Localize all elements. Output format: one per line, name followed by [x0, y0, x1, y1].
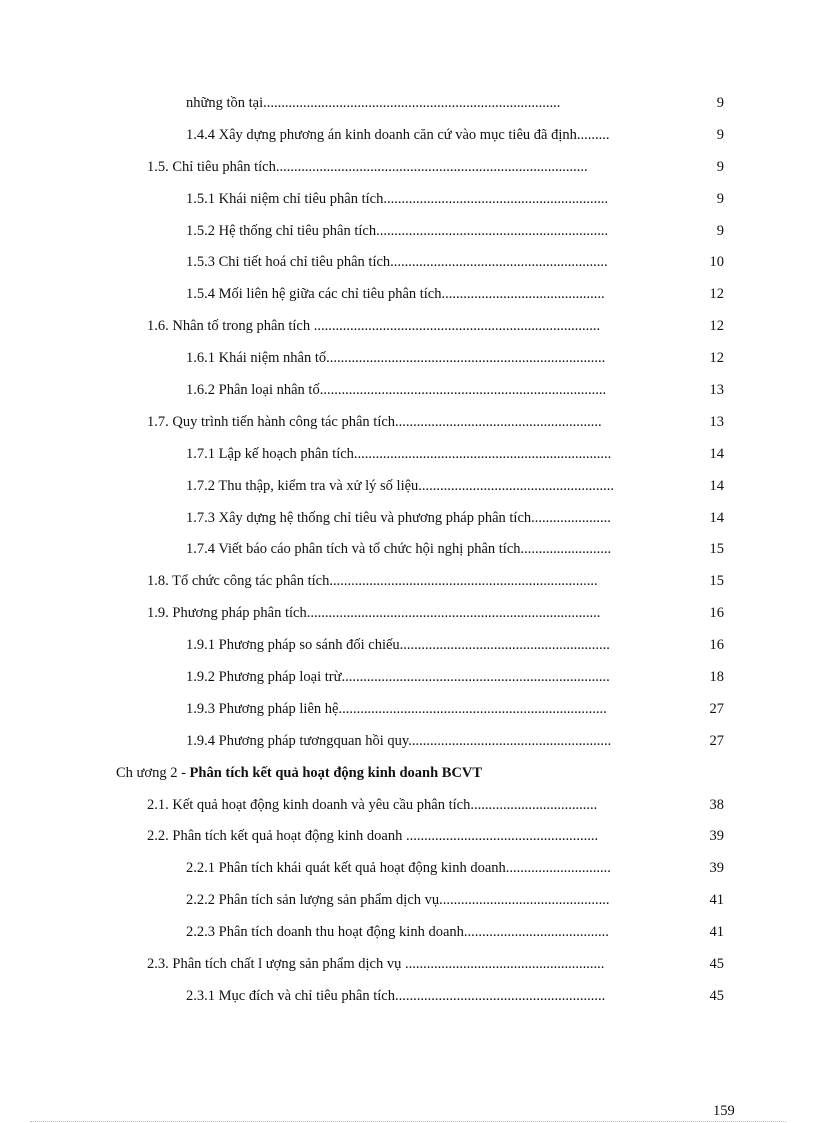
toc-page-number: 18: [709, 669, 724, 686]
toc-entry-title: 1.4.4 Xây dựng phương án kinh doanh căn cứ vào mục tiêu đã định.........: [186, 126, 610, 143]
toc-page-number: 9: [716, 95, 724, 111]
toc-entry-title: 1.5.1 Khái niệm chỉ tiêu phân tích..............................................................: [186, 190, 609, 207]
toc-entry-title: 1.7.4 Viết báo cáo phân tích và tổ chức hội nghị phân tích.........................: [186, 541, 612, 558]
toc-entry-title: những tồn tại..................................................................................: [186, 95, 561, 111]
toc-entry: [0, 88, 816, 120]
toc-page-number: 14: [709, 445, 724, 462]
toc-page-number: 14: [709, 509, 724, 526]
toc-entry: [0, 853, 816, 885]
toc-entry-title: 2.3. Phân tích chất l ượng sản phẩm dịch vụ .......................................................: [147, 956, 605, 973]
toc-entry-title: 1.6. Nhân tố trong phân tích ...............................................................................: [147, 318, 601, 335]
toc-page-number: 13: [709, 413, 724, 430]
toc-page-number: 9: [716, 190, 724, 207]
toc-page-number: 16: [709, 637, 724, 654]
toc-page-number: 16: [709, 605, 724, 622]
toc-page-number: 15: [709, 541, 724, 558]
toc-entry-title: 1.9.1 Phương pháp so sánh đối chiếu..........................................................: [186, 637, 610, 654]
chapter-title: Phân tích kết quả hoạt động kinh doanh BCVT: [189, 764, 483, 781]
toc-entry-title: 1.5.3 Chi tiết hoá chỉ tiêu phân tích............................................................: [186, 254, 608, 271]
toc-entry: [0, 917, 816, 949]
toc-entry: [0, 885, 816, 917]
toc-entry: [0, 790, 816, 822]
toc-entry-title: 2.3.1 Mục đích và chỉ tiêu phân tích..........................................................: [186, 987, 606, 1004]
toc-entry: [0, 981, 816, 1013]
toc-page-number: 12: [709, 318, 724, 335]
toc-entry: [0, 120, 816, 152]
toc-entry: [0, 184, 816, 216]
toc-entry: [0, 152, 816, 184]
toc-page-number: 12: [709, 350, 724, 367]
toc-entry: [0, 534, 816, 566]
toc-entry: [0, 471, 816, 503]
toc-page-number: 9: [716, 126, 724, 143]
toc-entry-title: 1.9.3 Phương pháp liên hệ..........................................................................: [186, 700, 607, 717]
toc-entry: [0, 311, 816, 343]
toc-entry-title: 1.5. Chỉ tiêu phân tích......................................................................................: [147, 158, 588, 175]
toc-entry: [0, 343, 816, 375]
toc-entry-title: 1.9.4 Phương pháp tươngquan hồi quy........................................................: [186, 732, 612, 749]
toc-entry-title: 1.7.3 Xây dựng hệ thống chỉ tiêu và phương pháp phân tích......................: [186, 509, 611, 526]
toc-entry-title: 1.8. Tổ chức công tác phân tích..........................................................................: [147, 573, 598, 590]
toc-page-number: 39: [709, 828, 724, 845]
toc-entry: [0, 694, 816, 726]
toc-page-number: 15: [709, 573, 724, 590]
toc-entry: [0, 279, 816, 311]
toc-entry: [0, 598, 816, 630]
toc-page-number: 9: [716, 158, 724, 175]
toc-page-number: 38: [709, 796, 724, 813]
table-of-contents: [0, 88, 816, 1013]
toc-entry: [0, 439, 816, 471]
toc-page-number: 12: [709, 286, 724, 303]
chapter-prefix: Ch ương 2 -: [116, 764, 190, 781]
toc-page-number: 45: [709, 956, 724, 973]
toc-entry-title: 1.5.4 Mối liên hệ giữa các chỉ tiêu phân tích.............................................: [186, 286, 605, 303]
toc-entry-title: 2.2.3 Phân tích doanh thu hoạt động kinh doanh........................................: [186, 924, 609, 941]
toc-page-number: 9: [716, 222, 724, 239]
toc-entry-title: 1.7.2 Thu thập, kiểm tra và xử lý số liệu......................................................: [186, 477, 615, 494]
toc-entry-title: 1.9.2 Phương pháp loại trừ..........................................................................: [186, 669, 610, 686]
toc-chapter-heading: [0, 758, 816, 790]
footer-divider: [30, 1121, 786, 1122]
toc-entry: [0, 216, 816, 248]
toc-entry-title: 1.6.2 Phân loại nhân tố...............................................................................: [186, 382, 607, 399]
toc-entry: [0, 566, 816, 598]
toc-page-number: 27: [709, 732, 724, 749]
toc-entry-title: 2.2.2 Phân tích sản lượng sản phẩm dịch vụ...............................................: [186, 892, 610, 909]
toc-entry: [0, 375, 816, 407]
toc-entry-title: 1.5.2 Hệ thống chỉ tiêu phân tích................................................................: [186, 222, 609, 239]
toc-entry: [0, 662, 816, 694]
toc-entry: [0, 247, 816, 279]
toc-entry: [0, 630, 816, 662]
toc-entry-title: 1.9. Phương pháp phân tích.................................................................................: [147, 605, 601, 622]
toc-entry-title: 2.2.1 Phân tích khái quát kết quả hoạt động kinh doanh.............................: [186, 860, 611, 877]
toc-entry: [0, 949, 816, 981]
toc-entry-title: [116, 758, 482, 790]
toc-page-number: 45: [709, 987, 724, 1004]
toc-page-number: 10: [709, 254, 724, 271]
page-number: 159: [713, 1103, 735, 1119]
toc-page-number: 39: [709, 860, 724, 877]
toc-page-number: 41: [709, 924, 724, 941]
toc-entry: [0, 821, 816, 853]
toc-entry-title: 1.7.1 Lập kế hoạch phân tích.......................................................................: [186, 445, 612, 462]
toc-entry-title: 1.7. Quy trình tiến hành công tác phân tích.........................................................: [147, 413, 602, 430]
toc-page-number: 14: [709, 477, 724, 494]
toc-entry: [0, 407, 816, 439]
toc-page-number: 27: [709, 700, 724, 717]
toc-entry: [0, 503, 816, 535]
toc-page-number: 13: [709, 382, 724, 399]
toc-page-number: 41: [709, 892, 724, 909]
toc-entry-title: 1.6.1 Khái niệm nhân tố.............................................................................: [186, 350, 606, 367]
toc-entry-title: 2.1. Kết quả hoạt động kinh doanh và yêu cầu phân tích...................................: [147, 796, 598, 813]
toc-entry: [0, 726, 816, 758]
toc-entry-title: 2.2. Phân tích kết quả hoạt động kinh doanh .....................................................: [147, 828, 599, 845]
